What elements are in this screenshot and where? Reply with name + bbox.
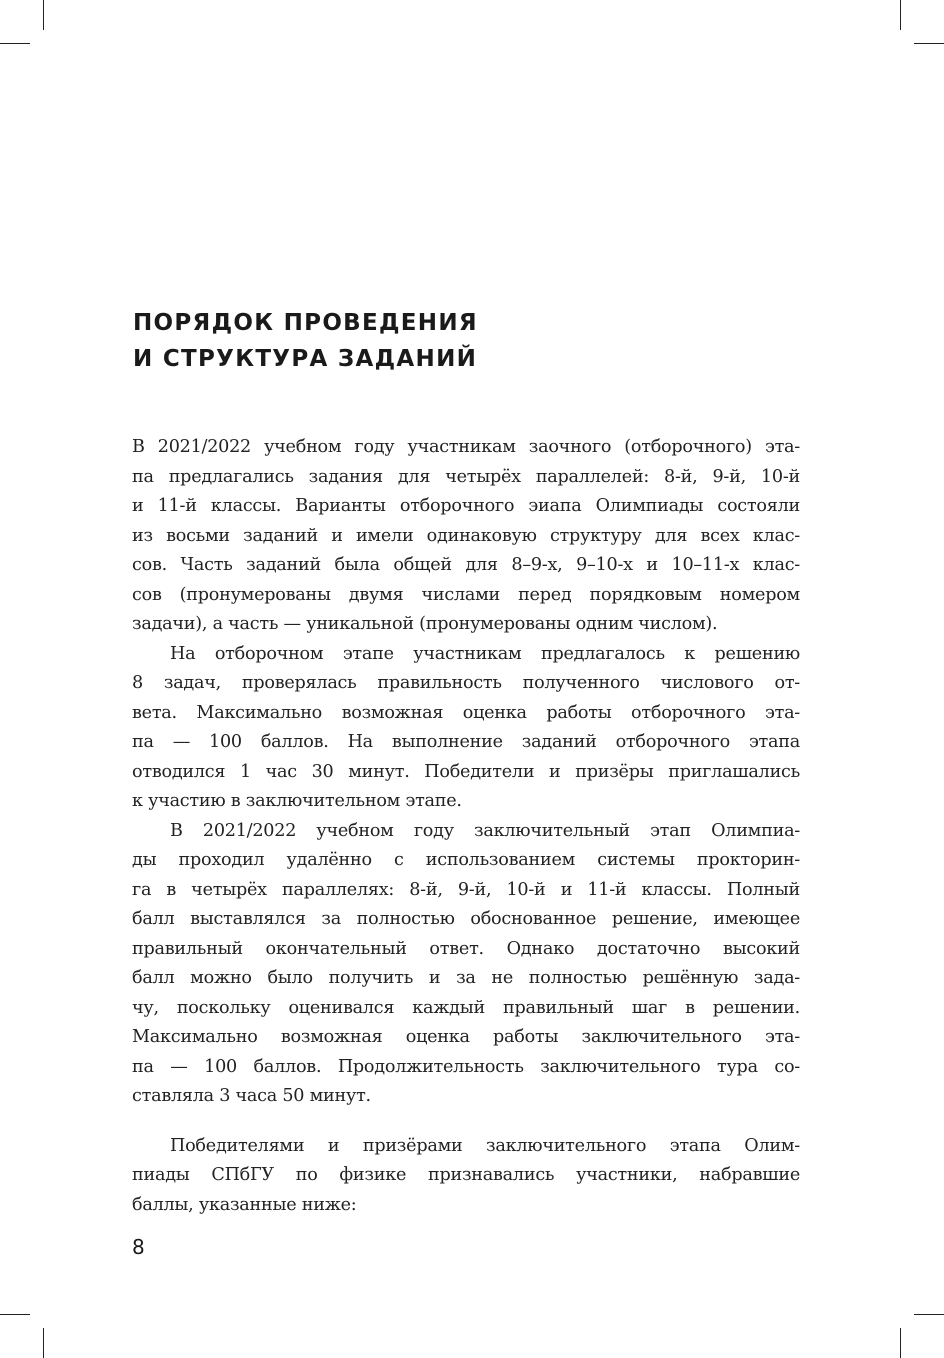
crop-mark-bottom-left: [43, 1328, 44, 1358]
paragraph-line: и 11-й классы. Варианты отборочного эиапа Олимпиады состояли: [132, 496, 800, 516]
paragraph-line: задачи), а часть — уникальной (пронумерованы одним числом).: [132, 614, 718, 634]
paragraph-line: ды проходил удалённо с использованием системы прокторин-: [132, 850, 800, 870]
crop-mark-top-left: [43, 0, 44, 30]
paragraph-line: 8 задач, проверялась правильность полученного числового от-: [132, 673, 800, 693]
page-number: 8: [132, 1235, 145, 1259]
heading-line-1: ПОРЯДОК ПРОВЕДЕНИЯ: [133, 310, 478, 336]
paragraph-4: [132, 1132, 800, 1221]
paragraph-line: баллы, указанные ниже:: [132, 1194, 357, 1215]
paragraph-line: пиады СПбГУ по физике признавались участники, набравшие: [132, 1165, 800, 1185]
paragraph-line: па — 100 баллов. Продолжительность заключительного тура со-: [132, 1056, 800, 1077]
crop-mark-top-right-h: [914, 43, 944, 44]
body-text: [132, 433, 800, 1220]
paragraph-2: [132, 640, 800, 817]
paragraph-line: В 2021/2022 учебном году заключительный этап Олимпиа-: [170, 820, 800, 841]
paragraph-line: балл выставлялся за полностью обоснованное решение, имеющее: [132, 909, 800, 929]
paragraph-gap: [132, 1112, 800, 1132]
paragraph-line: Максимально возможная оценка работы заключительного эта-: [132, 1027, 800, 1047]
paragraph-line: из восьми заданий и имели одинаковую структуру для всех клас-: [132, 525, 800, 546]
paragraph-line: На отборочном этапе участникам предлагалось к решению: [170, 643, 800, 664]
paragraph-line: отводился 1 час 30 минут. Победители и призёры приглашались: [132, 761, 800, 782]
paragraph-line: В 2021/2022 учебном году участникам заочного (отборочного) эта-: [132, 437, 800, 457]
paragraph-line: га в четырёх параллелях: 8-й, 9-й, 10-й и 11-й классы. Полный: [132, 879, 800, 900]
paragraph-line: ставляла 3 часа 50 минут.: [132, 1086, 371, 1106]
paragraph-line: па предлагались задания для четырёх параллелей: 8-й, 9-й, 10-й: [132, 466, 800, 487]
crop-mark-top-right: [900, 0, 901, 30]
paragraph-line: балл можно было получить и за не полностью решённую зада-: [132, 968, 800, 988]
paragraph-3: [132, 817, 800, 1112]
paragraph-line: сов (пронумерованы двумя числами перед порядковым номером: [132, 584, 800, 605]
paragraph-line: правильный окончательный ответ. Однако достаточно высокий: [132, 938, 800, 959]
section-heading: [133, 305, 833, 377]
crop-mark-top-left-h: [0, 43, 30, 44]
crop-mark-bottom-left-h: [0, 1314, 30, 1315]
paragraph-line: к участию в заключительном этапе.: [132, 791, 462, 811]
paragraph-line: па — 100 баллов. На выполнение заданий отборочного этапа: [132, 732, 800, 752]
paragraph-line: чу, поскольку оценивался каждый правильный шаг в решении.: [132, 997, 800, 1018]
paragraph-1: [132, 433, 800, 640]
paragraph-line: Победителями и призёрами заключительного этапа Олим-: [170, 1135, 800, 1156]
paragraph-line: сов. Часть заданий была общей для 8–9-х, 9–10-х и 10–11-х клас-: [132, 555, 800, 575]
crop-mark-bottom-right-h: [914, 1314, 944, 1315]
paragraph-line: вета. Максимально возможная оценка работы отборочного эта-: [132, 702, 800, 723]
heading-line-2: И СТРУКТУРА ЗАДАНИЙ: [133, 346, 478, 372]
crop-mark-bottom-right: [900, 1328, 901, 1358]
